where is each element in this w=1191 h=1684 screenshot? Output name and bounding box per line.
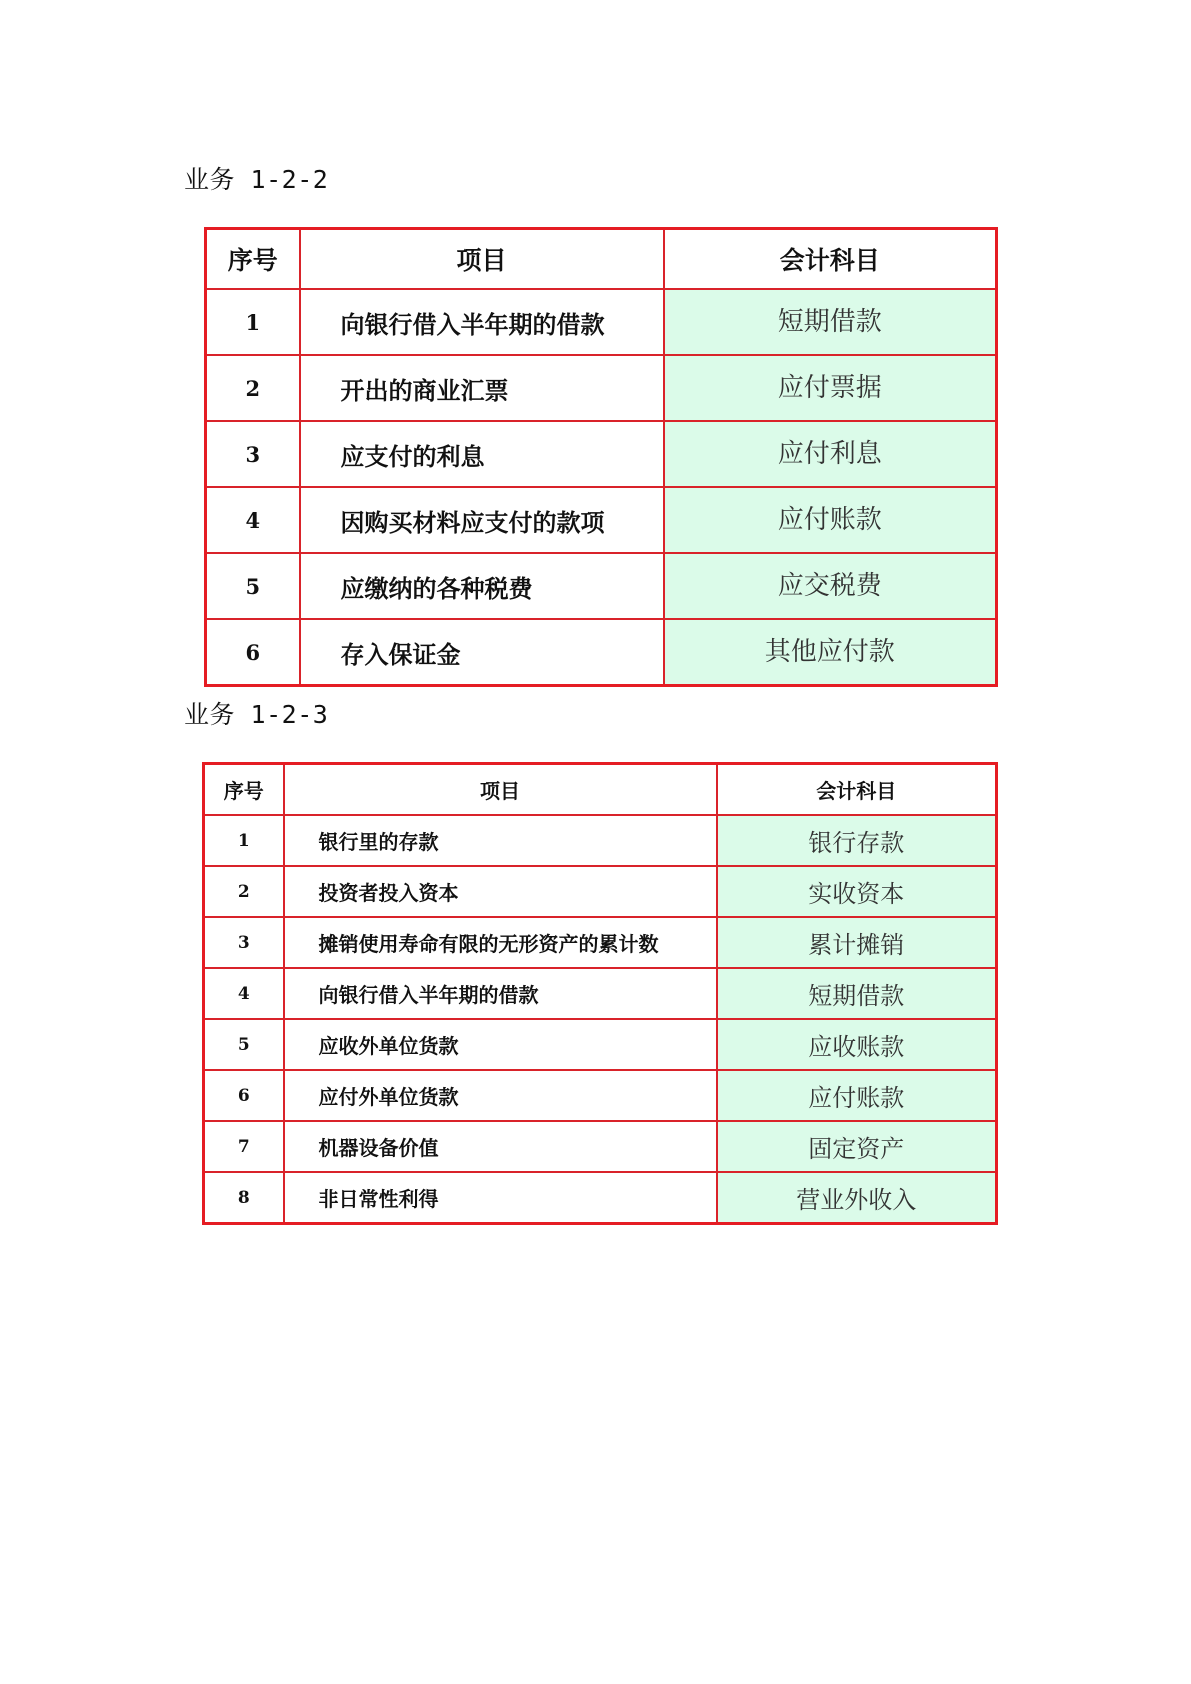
header-item: 项目: [300, 229, 664, 290]
table-row: [204, 1019, 997, 1070]
row-no: 4: [204, 968, 284, 1019]
row-item: 开出的商业汇票: [300, 355, 664, 421]
row-subject: 其他应付款: [664, 619, 997, 686]
row-item: 向银行借入半年期的借款: [300, 289, 664, 355]
table-header-row: [204, 764, 997, 816]
row-no: 3: [204, 917, 284, 968]
row-no: 8: [204, 1172, 284, 1224]
row-item: 非日常性利得: [284, 1172, 717, 1224]
row-item: 应付外单位货款: [284, 1070, 717, 1121]
row-subject: 累计摊销: [717, 917, 997, 968]
row-item: 摊销使用寿命有限的无形资产的累计数: [284, 917, 717, 968]
row-item: 应收外单位货款: [284, 1019, 717, 1070]
table-row: [204, 917, 997, 968]
table-row: [206, 619, 997, 686]
row-item: 存入保证金: [300, 619, 664, 686]
row-item: 因购买材料应支付的款项: [300, 487, 664, 553]
row-subject: 短期借款: [717, 968, 997, 1019]
section-title-1-2-2: 业务 1-2-2: [184, 165, 329, 194]
row-no: 2: [204, 866, 284, 917]
row-no: 4: [206, 487, 300, 553]
row-subject: 短期借款: [664, 289, 997, 355]
row-item: 应支付的利息: [300, 421, 664, 487]
row-item: 应缴纳的各种税费: [300, 553, 664, 619]
row-no: 6: [204, 1070, 284, 1121]
row-subject: 银行存款: [717, 815, 997, 866]
table-row: [206, 355, 997, 421]
row-no: 1: [206, 289, 300, 355]
table-row: [204, 1070, 997, 1121]
row-subject: 应付票据: [664, 355, 997, 421]
table-row: [204, 1121, 997, 1172]
row-item: 机器设备价值: [284, 1121, 717, 1172]
row-subject: 实收资本: [717, 866, 997, 917]
table-row: [206, 487, 997, 553]
row-item: 投资者投入资本: [284, 866, 717, 917]
table-row: [204, 866, 997, 917]
row-subject: 营业外收入: [717, 1172, 997, 1224]
row-subject: 应收账款: [717, 1019, 997, 1070]
account-table-1-2-2: [204, 227, 998, 687]
table-row: [204, 815, 997, 866]
row-subject: 应付账款: [664, 487, 997, 553]
header-subject: 会计科目: [664, 229, 997, 290]
table-row: [204, 1172, 997, 1224]
header-item: 项目: [284, 764, 717, 816]
row-subject: 固定资产: [717, 1121, 997, 1172]
header-subject: 会计科目: [717, 764, 997, 816]
table-row: [206, 289, 997, 355]
header-no: 序号: [204, 764, 284, 816]
row-item: 向银行借入半年期的借款: [284, 968, 717, 1019]
row-no: 6: [206, 619, 300, 686]
section-title-1-2-3: 业务 1-2-3: [184, 700, 329, 729]
row-no: 5: [206, 553, 300, 619]
table-header-row: [206, 229, 997, 290]
row-subject: 应付利息: [664, 421, 997, 487]
header-no: 序号: [206, 229, 300, 290]
row-item: 银行里的存款: [284, 815, 717, 866]
table-row: [206, 553, 997, 619]
row-no: 3: [206, 421, 300, 487]
row-no: 1: [204, 815, 284, 866]
account-table-1-2-3: [202, 762, 998, 1225]
row-no: 7: [204, 1121, 284, 1172]
row-no: 2: [206, 355, 300, 421]
row-subject: 应付账款: [717, 1070, 997, 1121]
row-no: 5: [204, 1019, 284, 1070]
table-row: [206, 421, 997, 487]
table-row: [204, 968, 997, 1019]
row-subject: 应交税费: [664, 553, 997, 619]
